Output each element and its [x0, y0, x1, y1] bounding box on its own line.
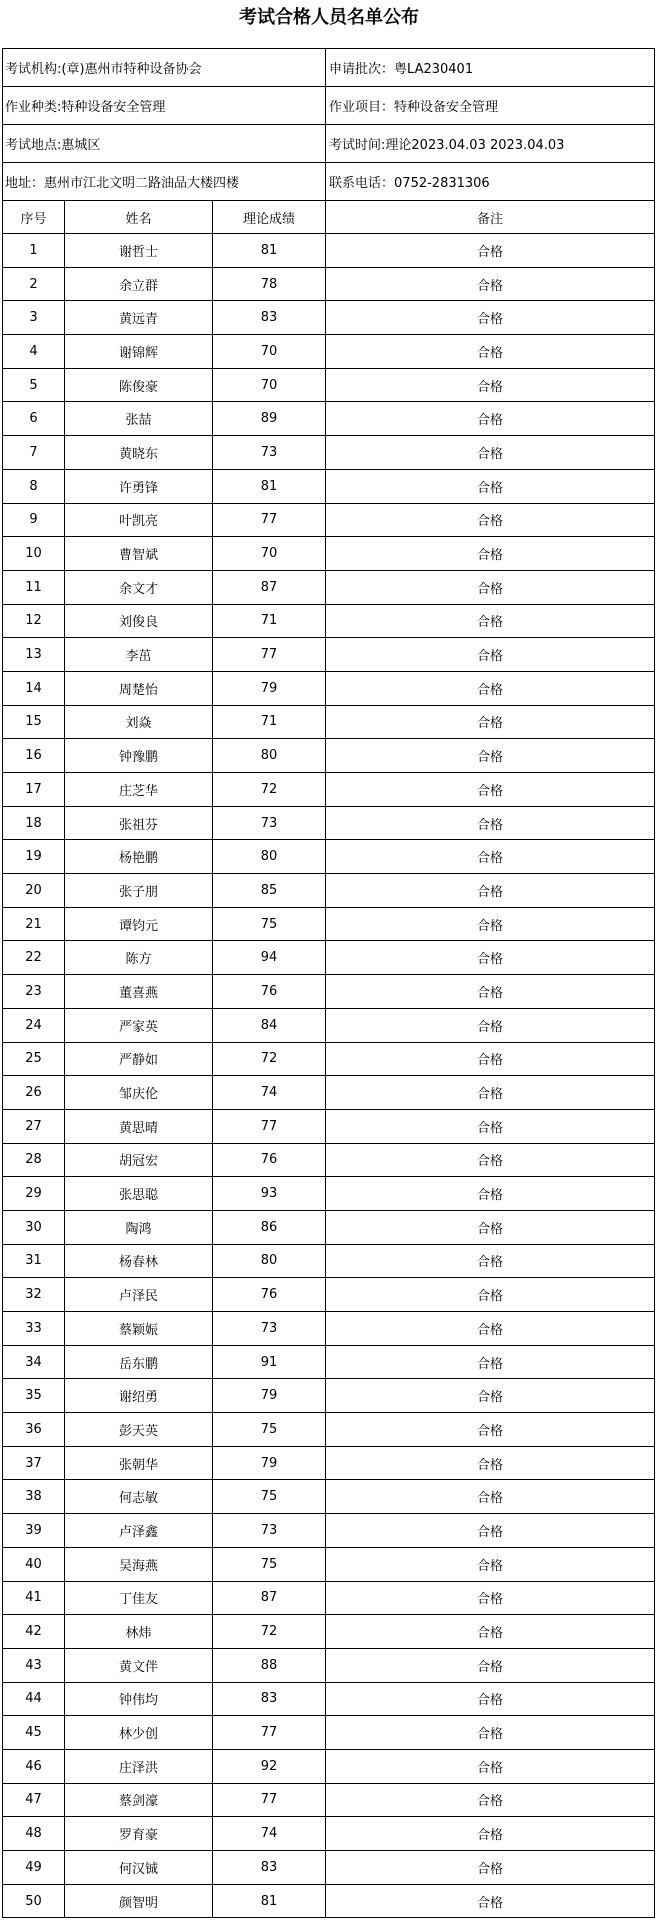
row-seq: 7 — [3, 436, 65, 470]
row-name: 何汉铖 — [65, 1851, 213, 1885]
row-score: 93 — [213, 1177, 326, 1211]
row-name: 谭钧元 — [65, 907, 213, 941]
results-table — [2, 48, 655, 1918]
row-note: 合格 — [326, 1581, 655, 1615]
row-note: 合格 — [326, 1716, 655, 1750]
row-note: 合格 — [326, 1177, 655, 1211]
row-name: 林炜 — [65, 1615, 213, 1649]
row-note: 合格 — [326, 1446, 655, 1480]
row-note: 合格 — [326, 570, 655, 604]
row-name: 彭天英 — [65, 1413, 213, 1447]
row-note: 合格 — [326, 368, 655, 402]
row-seq: 31 — [3, 1244, 65, 1278]
row-seq: 39 — [3, 1514, 65, 1548]
application-batch: 申请批次：粤LA230401 — [326, 49, 655, 87]
table-row — [3, 1312, 655, 1346]
table-row — [3, 1379, 655, 1413]
table-row — [3, 1783, 655, 1817]
row-note: 合格 — [326, 1682, 655, 1716]
row-note: 合格 — [326, 1312, 655, 1346]
row-score: 70 — [213, 335, 326, 369]
table-row — [3, 1514, 655, 1548]
row-note: 合格 — [326, 402, 655, 436]
row-score: 87 — [213, 1581, 326, 1615]
row-seq: 19 — [3, 840, 65, 874]
row-name: 钟伟均 — [65, 1682, 213, 1716]
table-row — [3, 1413, 655, 1447]
table-row — [3, 773, 655, 807]
row-name: 刘焱 — [65, 705, 213, 739]
row-name: 余立群 — [65, 267, 213, 301]
row-score: 77 — [213, 1716, 326, 1750]
row-name: 林少创 — [65, 1716, 213, 1750]
table-row — [3, 335, 655, 369]
row-name: 陶鸿 — [65, 1210, 213, 1244]
table-row — [3, 234, 655, 268]
row-seq: 29 — [3, 1177, 65, 1211]
row-note: 合格 — [326, 1749, 655, 1783]
row-name: 黄远青 — [65, 301, 213, 335]
row-note: 合格 — [326, 537, 655, 571]
row-note: 合格 — [326, 1480, 655, 1514]
table-row — [3, 975, 655, 1009]
row-seq: 13 — [3, 638, 65, 672]
table-row — [3, 806, 655, 840]
row-seq: 12 — [3, 604, 65, 638]
row-score: 88 — [213, 1648, 326, 1682]
row-score: 75 — [213, 1547, 326, 1581]
row-score: 77 — [213, 503, 326, 537]
row-note: 合格 — [326, 671, 655, 705]
row-note: 合格 — [326, 267, 655, 301]
table-row — [3, 1177, 655, 1211]
table-row — [3, 436, 655, 470]
row-seq: 20 — [3, 874, 65, 908]
row-score: 74 — [213, 1817, 326, 1851]
row-score: 77 — [213, 1783, 326, 1817]
row-note: 合格 — [326, 1244, 655, 1278]
row-score: 76 — [213, 975, 326, 1009]
row-note: 合格 — [326, 1884, 655, 1918]
row-name: 李茁 — [65, 638, 213, 672]
row-seq: 11 — [3, 570, 65, 604]
table-row — [3, 301, 655, 335]
table-row — [3, 1884, 655, 1918]
row-seq: 30 — [3, 1210, 65, 1244]
row-name: 余文才 — [65, 570, 213, 604]
row-score: 71 — [213, 705, 326, 739]
row-score: 70 — [213, 537, 326, 571]
row-score: 77 — [213, 638, 326, 672]
row-name: 谢哲士 — [65, 234, 213, 268]
row-seq: 27 — [3, 1109, 65, 1143]
table-row — [3, 267, 655, 301]
header-name: 姓名 — [65, 201, 213, 234]
row-note: 合格 — [326, 1851, 655, 1885]
contact-phone: 联系电话：0752-2831306 — [326, 163, 655, 201]
row-note: 合格 — [326, 469, 655, 503]
row-score: 77 — [213, 1109, 326, 1143]
table-row — [3, 368, 655, 402]
row-seq: 44 — [3, 1682, 65, 1716]
row-score: 79 — [213, 1379, 326, 1413]
row-name: 黄文伴 — [65, 1648, 213, 1682]
row-seq: 18 — [3, 806, 65, 840]
row-seq: 41 — [3, 1581, 65, 1615]
row-name: 张喆 — [65, 402, 213, 436]
row-seq: 17 — [3, 773, 65, 807]
row-seq: 8 — [3, 469, 65, 503]
row-name: 周楚怡 — [65, 671, 213, 705]
row-note: 合格 — [326, 1008, 655, 1042]
row-note: 合格 — [326, 773, 655, 807]
row-name: 陈方 — [65, 941, 213, 975]
row-score: 73 — [213, 806, 326, 840]
row-seq: 48 — [3, 1817, 65, 1851]
row-seq: 23 — [3, 975, 65, 1009]
row-note: 合格 — [326, 1345, 655, 1379]
row-note: 合格 — [326, 1076, 655, 1110]
row-seq: 47 — [3, 1783, 65, 1817]
row-name: 叶凯亮 — [65, 503, 213, 537]
row-seq: 22 — [3, 941, 65, 975]
table-row — [3, 1345, 655, 1379]
row-seq: 36 — [3, 1413, 65, 1447]
row-name: 陈俊豪 — [65, 368, 213, 402]
row-name: 蔡颖娠 — [65, 1312, 213, 1346]
row-score: 92 — [213, 1749, 326, 1783]
info-row-address — [3, 163, 655, 201]
table-row — [3, 840, 655, 874]
info-row-category — [3, 87, 655, 125]
row-note: 合格 — [326, 1109, 655, 1143]
table-row — [3, 1716, 655, 1750]
row-note: 合格 — [326, 806, 655, 840]
table-row — [3, 1446, 655, 1480]
row-note: 合格 — [326, 638, 655, 672]
row-score: 73 — [213, 1312, 326, 1346]
row-score: 73 — [213, 1514, 326, 1548]
table-row — [3, 503, 655, 537]
row-note: 合格 — [326, 975, 655, 1009]
exam-organization: 考试机构:(章)惠州市特种设备协会 — [3, 49, 326, 87]
row-note: 合格 — [326, 1514, 655, 1548]
table-row — [3, 874, 655, 908]
row-seq: 49 — [3, 1851, 65, 1885]
row-note: 合格 — [326, 335, 655, 369]
row-seq: 14 — [3, 671, 65, 705]
row-score: 75 — [213, 1480, 326, 1514]
row-seq: 5 — [3, 368, 65, 402]
row-score: 76 — [213, 1278, 326, 1312]
row-name: 胡冠宏 — [65, 1143, 213, 1177]
row-name: 黄思晴 — [65, 1109, 213, 1143]
row-note: 合格 — [326, 1817, 655, 1851]
row-score: 74 — [213, 1076, 326, 1110]
row-score: 79 — [213, 1446, 326, 1480]
table-row — [3, 1008, 655, 1042]
table-row — [3, 1851, 655, 1885]
row-name: 罗育豪 — [65, 1817, 213, 1851]
row-score: 83 — [213, 1682, 326, 1716]
row-name: 谢锦辉 — [65, 335, 213, 369]
row-note: 合格 — [326, 907, 655, 941]
row-note: 合格 — [326, 739, 655, 773]
row-note: 合格 — [326, 1379, 655, 1413]
row-name: 庄泽洪 — [65, 1749, 213, 1783]
table-row — [3, 1143, 655, 1177]
table-row — [3, 1244, 655, 1278]
header-score: 理论成绩 — [213, 201, 326, 234]
row-note: 合格 — [326, 941, 655, 975]
row-score: 80 — [213, 1244, 326, 1278]
row-note: 合格 — [326, 234, 655, 268]
row-seq: 24 — [3, 1008, 65, 1042]
operation-project: 作业项目：特种设备安全管理 — [326, 87, 655, 125]
row-score: 81 — [213, 469, 326, 503]
table-row — [3, 638, 655, 672]
row-name: 庄芝华 — [65, 773, 213, 807]
row-score: 80 — [213, 739, 326, 773]
table-row — [3, 1042, 655, 1076]
row-score: 72 — [213, 1042, 326, 1076]
results-table-body — [3, 49, 655, 1918]
row-score: 91 — [213, 1345, 326, 1379]
row-score: 81 — [213, 1884, 326, 1918]
table-row — [3, 1749, 655, 1783]
row-name: 严家英 — [65, 1008, 213, 1042]
page-title: 考试合格人员名单公布 — [239, 7, 419, 28]
row-score: 94 — [213, 941, 326, 975]
table-row — [3, 1648, 655, 1682]
row-seq: 4 — [3, 335, 65, 369]
row-note: 合格 — [326, 503, 655, 537]
row-name: 杨春林 — [65, 1244, 213, 1278]
row-name: 吴海燕 — [65, 1547, 213, 1581]
row-seq: 2 — [3, 267, 65, 301]
row-name: 谢绍勇 — [65, 1379, 213, 1413]
table-row — [3, 402, 655, 436]
row-note: 合格 — [326, 436, 655, 470]
row-note: 合格 — [326, 604, 655, 638]
row-name: 丁佳友 — [65, 1581, 213, 1615]
table-row — [3, 739, 655, 773]
row-score: 81 — [213, 234, 326, 268]
table-row — [3, 941, 655, 975]
row-note: 合格 — [326, 840, 655, 874]
row-note: 合格 — [326, 1278, 655, 1312]
row-score: 75 — [213, 907, 326, 941]
row-note: 合格 — [326, 1783, 655, 1817]
row-score: 73 — [213, 436, 326, 470]
table-row — [3, 1817, 655, 1851]
row-seq: 16 — [3, 739, 65, 773]
table-row — [3, 1480, 655, 1514]
row-score: 86 — [213, 1210, 326, 1244]
row-seq: 6 — [3, 402, 65, 436]
table-row — [3, 570, 655, 604]
table-row — [3, 671, 655, 705]
row-seq: 45 — [3, 1716, 65, 1750]
row-name: 钟豫鹏 — [65, 739, 213, 773]
table-row — [3, 1278, 655, 1312]
header-note: 备注 — [326, 201, 655, 234]
table-row — [3, 537, 655, 571]
row-note: 合格 — [326, 301, 655, 335]
table-row — [3, 1581, 655, 1615]
table-header — [3, 201, 655, 234]
row-name: 岳东鹏 — [65, 1345, 213, 1379]
info-row-location — [3, 125, 655, 163]
row-seq: 28 — [3, 1143, 65, 1177]
row-name: 何志敏 — [65, 1480, 213, 1514]
row-seq: 50 — [3, 1884, 65, 1918]
operation-category: 作业种类:特种设备安全管理 — [3, 87, 326, 125]
row-name: 邹庆伦 — [65, 1076, 213, 1110]
row-name: 曹智斌 — [65, 537, 213, 571]
row-score: 72 — [213, 1615, 326, 1649]
table-row — [3, 469, 655, 503]
row-name: 蔡剑濠 — [65, 1783, 213, 1817]
row-name: 严静如 — [65, 1042, 213, 1076]
row-score: 85 — [213, 874, 326, 908]
exam-location: 考试地点:惠城区 — [3, 125, 326, 163]
row-score: 80 — [213, 840, 326, 874]
row-seq: 46 — [3, 1749, 65, 1783]
row-note: 合格 — [326, 705, 655, 739]
row-seq: 40 — [3, 1547, 65, 1581]
row-seq: 9 — [3, 503, 65, 537]
row-score: 79 — [213, 671, 326, 705]
address: 地址：惠州市江北文明二路油品大楼四楼 — [3, 163, 326, 201]
row-score: 89 — [213, 402, 326, 436]
row-seq: 21 — [3, 907, 65, 941]
exam-time: 考试时间:理论2023.04.03 2023.04.03 — [326, 125, 655, 163]
row-name: 卢泽鑫 — [65, 1514, 213, 1548]
row-name: 颜智明 — [65, 1884, 213, 1918]
row-seq: 43 — [3, 1648, 65, 1682]
row-name: 杨艳鹏 — [65, 840, 213, 874]
row-score: 72 — [213, 773, 326, 807]
row-seq: 38 — [3, 1480, 65, 1514]
row-seq: 33 — [3, 1312, 65, 1346]
row-name: 卢泽民 — [65, 1278, 213, 1312]
table-row — [3, 1076, 655, 1110]
row-score: 83 — [213, 301, 326, 335]
row-seq: 3 — [3, 301, 65, 335]
row-score: 71 — [213, 604, 326, 638]
table-row — [3, 1682, 655, 1716]
row-seq: 25 — [3, 1042, 65, 1076]
row-name: 董喜燕 — [65, 975, 213, 1009]
row-note: 合格 — [326, 1648, 655, 1682]
table-row — [3, 1109, 655, 1143]
row-note: 合格 — [326, 1210, 655, 1244]
row-seq: 32 — [3, 1278, 65, 1312]
table-row — [3, 604, 655, 638]
row-seq: 1 — [3, 234, 65, 268]
table-row — [3, 705, 655, 739]
header-seq: 序号 — [3, 201, 65, 234]
row-name: 张祖芬 — [65, 806, 213, 840]
row-seq: 26 — [3, 1076, 65, 1110]
row-seq: 35 — [3, 1379, 65, 1413]
table-row — [3, 1547, 655, 1581]
row-score: 70 — [213, 368, 326, 402]
row-seq: 15 — [3, 705, 65, 739]
row-note: 合格 — [326, 1413, 655, 1447]
row-name: 张子朋 — [65, 874, 213, 908]
row-name: 张思聪 — [65, 1177, 213, 1211]
row-name: 许勇锋 — [65, 469, 213, 503]
table-row — [3, 1615, 655, 1649]
row-seq: 42 — [3, 1615, 65, 1649]
table-row — [3, 907, 655, 941]
row-name: 刘俊良 — [65, 604, 213, 638]
info-row-org — [3, 49, 655, 87]
row-name: 张朝华 — [65, 1446, 213, 1480]
row-score: 87 — [213, 570, 326, 604]
row-score: 78 — [213, 267, 326, 301]
row-note: 合格 — [326, 1615, 655, 1649]
row-score: 83 — [213, 1851, 326, 1885]
row-note: 合格 — [326, 874, 655, 908]
row-score: 76 — [213, 1143, 326, 1177]
row-seq: 37 — [3, 1446, 65, 1480]
row-score: 84 — [213, 1008, 326, 1042]
row-note: 合格 — [326, 1042, 655, 1076]
row-score: 75 — [213, 1413, 326, 1447]
row-note: 合格 — [326, 1547, 655, 1581]
row-name: 黄晓东 — [65, 436, 213, 470]
row-note: 合格 — [326, 1143, 655, 1177]
table-row — [3, 1210, 655, 1244]
row-seq: 34 — [3, 1345, 65, 1379]
row-seq: 10 — [3, 537, 65, 571]
